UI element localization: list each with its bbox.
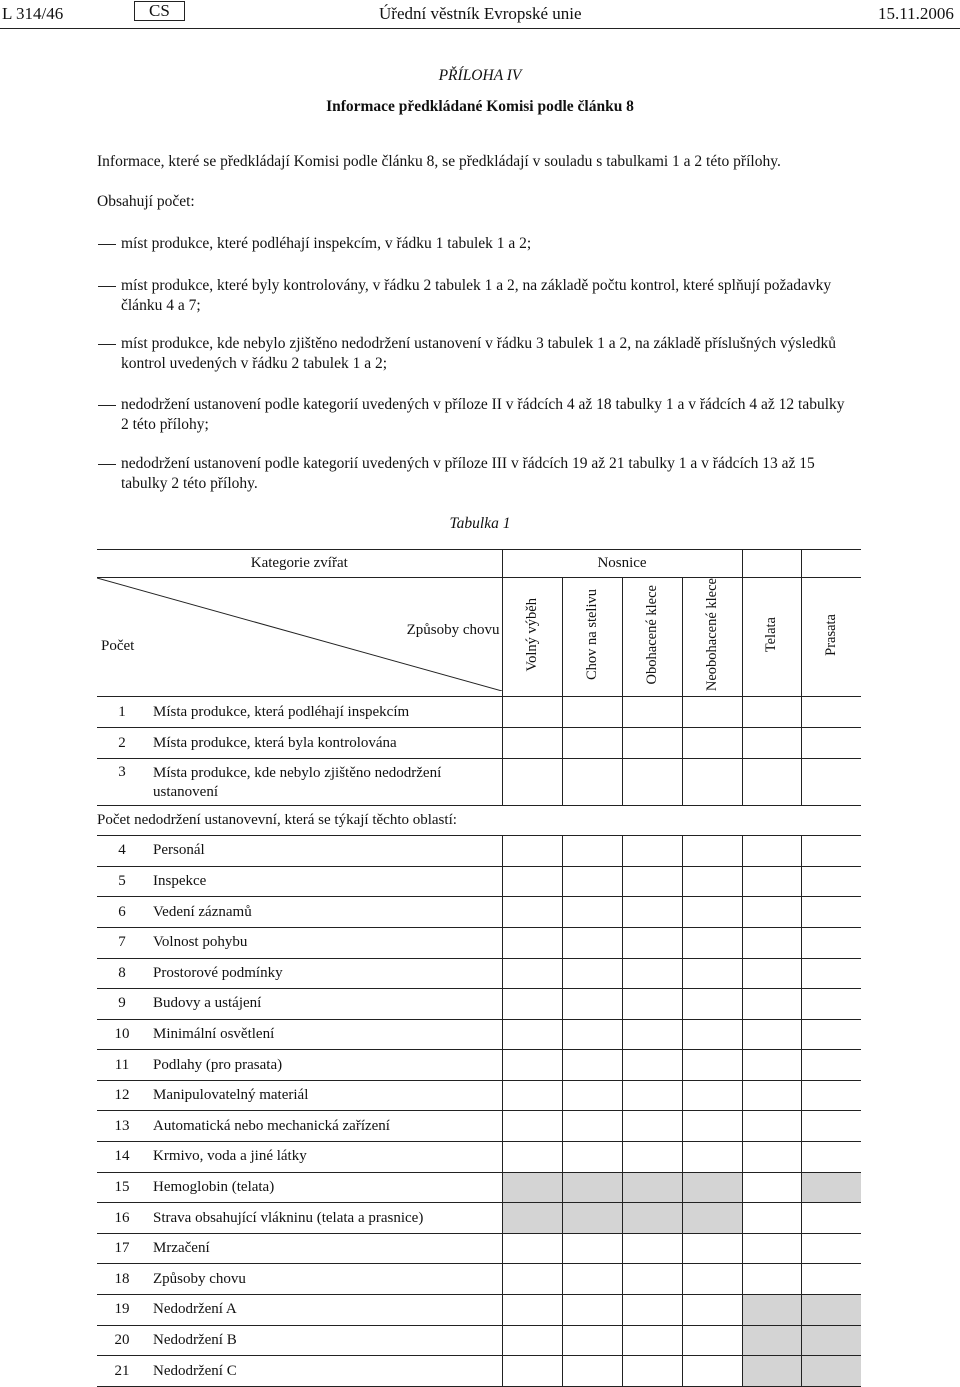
intro-text: Informace, které se předkládají Komisi podle článku 8, se předkládají v souladu s tabulkami 1 a 2 této přílohy.: [97, 153, 781, 170]
data-cell: [801, 866, 861, 897]
data-cell: [622, 1172, 682, 1203]
row-number: 19: [97, 1295, 147, 1326]
data-cell: [682, 1233, 742, 1264]
row-number: 6: [97, 897, 147, 928]
data-cell: [562, 927, 622, 958]
row-number: 13: [97, 1111, 147, 1142]
data-cell: [502, 836, 562, 867]
row-number: 4: [97, 836, 147, 867]
list-item: míst produkce, kde nebylo zjištěno nedodržení ustanovení v řádku 3 tabulek 1 a 2, na základě příslušných výsledků: [121, 335, 836, 352]
category-header: Kategorie zvířat: [97, 550, 502, 578]
row-number: 20: [97, 1325, 147, 1356]
language-badge: CS: [134, 1, 185, 21]
data-cell: [562, 1325, 622, 1356]
table-row: [97, 1142, 861, 1173]
data-cell: [801, 958, 861, 989]
data-cell: [622, 1264, 682, 1295]
contains-label: Obsahují počet:: [97, 193, 195, 210]
row-label: Manipulovatelný materiál: [147, 1080, 502, 1111]
row-label: Způsoby chovu: [147, 1264, 502, 1295]
list-item: nedodržení ustanovení podle kategorií uvedených v příloze III v řádcích 19 až 21 tabulky 1 a v řádcích 13 až 15: [121, 455, 815, 472]
data-cell: [742, 1264, 801, 1295]
data-cell: [562, 1203, 622, 1234]
row-number: 14: [97, 1142, 147, 1173]
data-cell: [801, 1264, 861, 1295]
row-number: 12: [97, 1080, 147, 1111]
data-cell: [682, 1264, 742, 1295]
data-cell: [622, 1019, 682, 1050]
bullet-dash: [98, 405, 116, 406]
data-cell: [622, 1295, 682, 1326]
list-item: míst produkce, které podléhají inspekcím, v řádku 1 tabulek 1 a 2;: [121, 235, 532, 252]
data-cell: [682, 989, 742, 1020]
section-subheading-row: [97, 806, 861, 836]
data-cell: [622, 1080, 682, 1111]
table-row: [97, 897, 861, 928]
row-number: 9: [97, 989, 147, 1020]
column-header: Neobohacené klece: [682, 578, 742, 697]
row-label: Volnost pohybu: [147, 927, 502, 958]
page-number: L 314/46: [2, 4, 64, 23]
data-cell: [742, 1325, 801, 1356]
data-cell: [742, 1295, 801, 1326]
publication-date: 15.11.2006: [878, 4, 954, 23]
bullet-dash: [98, 344, 116, 345]
data-cell: [742, 927, 801, 958]
table-row: [97, 1325, 861, 1356]
data-cell: [562, 1233, 622, 1264]
data-cell: [502, 1356, 562, 1387]
data-cell: [801, 927, 861, 958]
data-cell: [742, 1233, 801, 1264]
column-header: Prasata: [801, 578, 861, 697]
data-cell: [742, 989, 801, 1020]
data-cell: [622, 989, 682, 1020]
row-number: 17: [97, 1233, 147, 1264]
data-cell: [502, 1233, 562, 1264]
data-cell: [742, 1111, 801, 1142]
data-cell: [622, 927, 682, 958]
bullet-dash: [98, 286, 116, 287]
data-cell: [622, 1050, 682, 1081]
row-label: Automatická nebo mechanická zařízení: [147, 1111, 502, 1142]
annex-label: PŘÍLOHA IV: [438, 67, 522, 84]
data-cell: [682, 1172, 742, 1203]
row-number: 18: [97, 1264, 147, 1295]
data-cell: [622, 1325, 682, 1356]
table-row: [97, 958, 861, 989]
data-cell: [682, 1295, 742, 1326]
data-cell: [562, 836, 622, 867]
row-label: Nedodržení C: [147, 1356, 502, 1387]
data-cell: [502, 1203, 562, 1234]
data-cell: [502, 897, 562, 928]
row-label: Podlahy (pro prasata): [147, 1050, 502, 1081]
data-cell: [801, 836, 861, 867]
annex-title: Informace předkládané Komisi podle článku 8: [326, 98, 634, 115]
data-cell: [742, 897, 801, 928]
data-cell: [682, 836, 742, 867]
data-cell: [502, 958, 562, 989]
data-cell: [682, 1050, 742, 1081]
data-cell: [562, 1019, 622, 1050]
column-header: Obohacené klece: [622, 578, 682, 697]
table-row: [97, 1019, 861, 1050]
table-row: [97, 1203, 861, 1234]
column-header: Chov na stelivu: [562, 578, 622, 697]
data-cell: [801, 1050, 861, 1081]
data-cell: [682, 1111, 742, 1142]
row-number: 8: [97, 958, 147, 989]
data-cell: [622, 1356, 682, 1387]
data-cell: [801, 1325, 861, 1356]
row-number: 11: [97, 1050, 147, 1081]
data-cell: [562, 1111, 622, 1142]
table-row: [97, 1080, 861, 1111]
data-cell: [502, 1050, 562, 1081]
row-label: Nedodržení A: [147, 1295, 502, 1326]
row-label: Personál: [147, 836, 502, 867]
row-label: Minimální osvětlení: [147, 1019, 502, 1050]
data-cell: [622, 1111, 682, 1142]
table-row: [97, 866, 861, 897]
table-row: 2 Místa produkce, která byla kontrolována: [97, 728, 861, 759]
data-cell: [801, 1142, 861, 1173]
column-header: Telata: [742, 578, 801, 697]
data-cell: [742, 1142, 801, 1173]
table-row: [97, 1295, 861, 1326]
data-cell: [502, 1019, 562, 1050]
data-cell: [502, 1142, 562, 1173]
bullet-dash: [98, 244, 116, 245]
data-cell: [562, 1295, 622, 1326]
data-cell: [801, 1019, 861, 1050]
data-cell: [801, 1233, 861, 1264]
data-cell: [742, 1019, 801, 1050]
group-header: Nosnice: [502, 550, 742, 578]
column-header: Volný výběh: [502, 578, 562, 697]
row-label: Inspekce: [147, 866, 502, 897]
table-row: [97, 1172, 861, 1203]
list-item-cont: kontrol uvedených v řádku 2 tabulek 1 a 2;: [121, 355, 388, 372]
data-cell: [801, 1203, 861, 1234]
data-cell: [682, 1142, 742, 1173]
data-cell: [742, 1080, 801, 1111]
table-row: [97, 1050, 861, 1081]
list-item: míst produkce, které byly kontrolovány, v řádku 2 tabulek 1 a 2, na základě počtu kontrol, které splňují požadavky: [121, 277, 832, 294]
table-row: [97, 1356, 861, 1387]
data-cell: [622, 1142, 682, 1173]
row-number: 15: [97, 1172, 147, 1203]
row-label: Mrzačení: [147, 1233, 502, 1264]
data-cell: [742, 1050, 801, 1081]
list-item-cont: článku 4 a 7;: [121, 297, 201, 314]
data-cell: [742, 1203, 801, 1234]
journal-title: Úřední věstník Evropské unie: [379, 4, 582, 23]
diagonal-header-cell: [97, 578, 502, 697]
list-item-cont: 2 této přílohy;: [121, 416, 209, 433]
row-label: Strava obsahující vlákninu (telata a prasnice): [147, 1203, 502, 1234]
data-cell: [742, 958, 801, 989]
data-cell: [562, 1050, 622, 1081]
data-cell: [562, 989, 622, 1020]
data-cell: [682, 1019, 742, 1050]
data-cell: [682, 958, 742, 989]
data-cell: [682, 897, 742, 928]
data-cell: [682, 927, 742, 958]
count-label: Počet: [101, 638, 135, 654]
bullet-dash: [98, 464, 116, 465]
section-subheading: Počet nedodržení ustanovevní, která se týkají těchto oblastí:: [97, 806, 861, 836]
table-row: [97, 836, 861, 867]
row-label: Krmivo, voda a jiné látky: [147, 1142, 502, 1173]
list-item-cont: tabulky 2 této přílohy.: [121, 475, 258, 492]
data-cell: [682, 1356, 742, 1387]
table-row: 1 Místa produkce, která podléhají inspekcím: [97, 697, 861, 728]
table-row: 3 Místa produkce, kde nebylo zjištěno nedodržení ustanovení: [97, 759, 861, 806]
data-cell: [562, 958, 622, 989]
page-header: [0, 0, 960, 29]
method-label: Způsoby chovu: [406, 622, 500, 638]
data-cell: [742, 1172, 801, 1203]
data-cell: [682, 1203, 742, 1234]
data-cell: [502, 1264, 562, 1295]
table-row: [97, 989, 861, 1020]
data-cell: [622, 1233, 682, 1264]
data-cell: [562, 1080, 622, 1111]
row-number: 21: [97, 1356, 147, 1387]
data-cell: [801, 1295, 861, 1326]
data-cell: [622, 866, 682, 897]
data-cell: [502, 989, 562, 1020]
data-cell: [562, 1142, 622, 1173]
data-cell: [502, 927, 562, 958]
row-label: Budovy a ustájení: [147, 989, 502, 1020]
table-row: [97, 1264, 861, 1295]
data-cell: [742, 836, 801, 867]
data-cell: [682, 866, 742, 897]
data-cell: [742, 866, 801, 897]
row-label: Prostorové podmínky: [147, 958, 502, 989]
table-caption: Tabulka 1: [449, 515, 511, 532]
table-row: [97, 1111, 861, 1142]
data-cell: [801, 897, 861, 928]
row-number: 10: [97, 1019, 147, 1050]
table-row: [97, 1233, 861, 1264]
data-cell: [562, 1356, 622, 1387]
data-cell: [502, 1325, 562, 1356]
data-cell: [562, 866, 622, 897]
row-number: 5: [97, 866, 147, 897]
data-cell: [801, 989, 861, 1020]
data-cell: [801, 1172, 861, 1203]
data-table: [97, 549, 861, 1387]
row-label: Nedodržení B: [147, 1325, 502, 1356]
data-cell: [682, 1080, 742, 1111]
data-cell: [502, 1111, 562, 1142]
row-number: 7: [97, 927, 147, 958]
data-cell: [562, 1264, 622, 1295]
row-label: Vedení záznamů: [147, 897, 502, 928]
data-cell: [502, 1080, 562, 1111]
violation-rows: [97, 836, 861, 1387]
data-cell: [622, 897, 682, 928]
data-cell: [562, 897, 622, 928]
list-item: nedodržení ustanovení podle kategorií uvedených v příloze II v řádcích 4 až 18 tabulky 1 a v řádcích 4 až 12 tabulky: [121, 396, 845, 413]
data-cell: [622, 836, 682, 867]
data-cell: [502, 1172, 562, 1203]
data-cell: [801, 1356, 861, 1387]
data-cell: [801, 1080, 861, 1111]
row-label: Hemoglobin (telata): [147, 1172, 502, 1203]
data-cell: [682, 1325, 742, 1356]
data-cell: [801, 1111, 861, 1142]
data-cell: [502, 866, 562, 897]
data-cell: [502, 1295, 562, 1326]
data-cell: [562, 1172, 622, 1203]
row-number: 16: [97, 1203, 147, 1234]
data-cell: [742, 1356, 801, 1387]
table-row: [97, 927, 861, 958]
data-cell: [622, 958, 682, 989]
data-cell: [622, 1203, 682, 1234]
